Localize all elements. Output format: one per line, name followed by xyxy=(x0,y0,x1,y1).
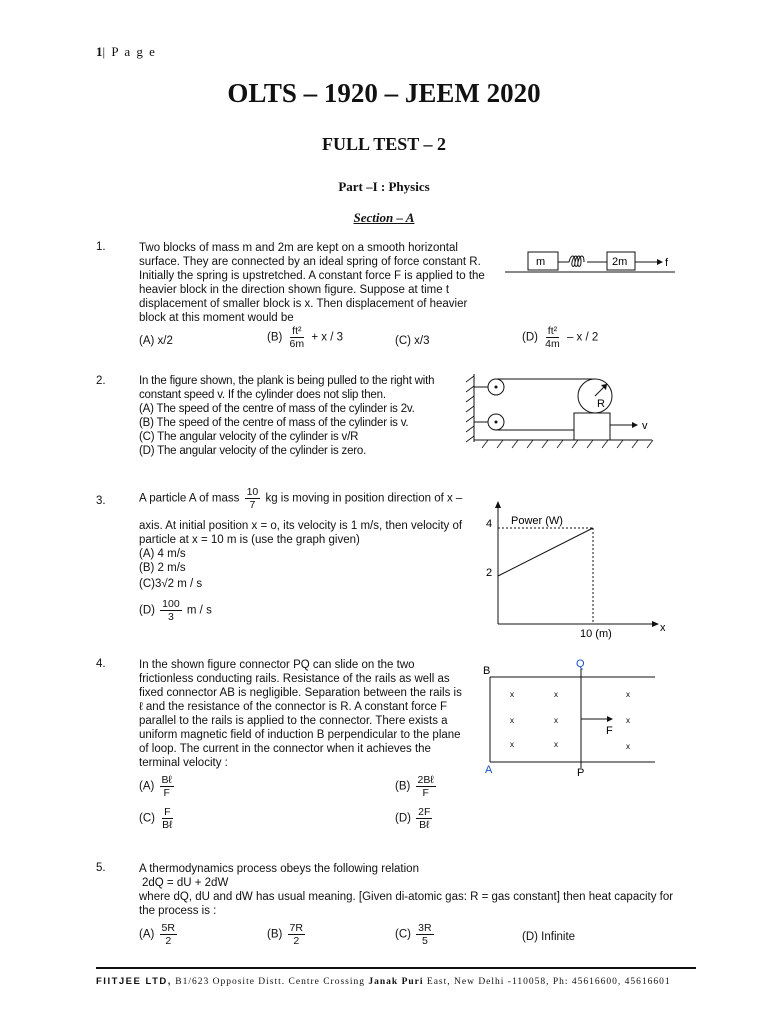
power-graph xyxy=(480,500,675,645)
q3-option-b[interactable]: (B) 2 m/s xyxy=(139,562,186,574)
spring-blocks-diagram xyxy=(505,248,680,278)
question-4-text: In the shown figure connector PQ can slide on the two frictionless conducting rails. Resistance of the rails as well as fixed connector AB is negligible. Separation between the rails is ℓ and the resistance of the connector is R. A constant force F parallel to the rails is applied to the connector. There exists a uniform magnetic field of induction B perpendicular to the plane of loop. The current in the connector when it achieves the terminal velocity : xyxy=(139,659,462,769)
force-label: f xyxy=(665,257,669,269)
q2-option-d[interactable]: (D) The angular velocity of the cylinder is zero. xyxy=(139,445,367,457)
q3-option-d[interactable]: (D) $\frac{100}{3}$ m / s xyxy=(139,598,212,623)
q1-option-b[interactable]: (B) $\frac{\text{ft²}}{6m}$ + x / 3 xyxy=(267,325,343,350)
q2-option-a[interactable]: (A) The speed of the centre of mass of the cylinder is 2v. xyxy=(139,403,415,415)
spring-coil xyxy=(569,256,584,267)
force-arrow xyxy=(657,259,663,265)
radius-label: R xyxy=(597,398,605,410)
label-q: Q xyxy=(576,658,585,670)
plank-cylinder-diagram xyxy=(462,372,662,454)
velocity-label: v xyxy=(642,420,648,432)
field-mark: x xyxy=(554,690,558,699)
force-label: F xyxy=(606,725,613,737)
q3-option-c[interactable]: (C)3√2 m / s xyxy=(139,578,203,590)
q4-option-b[interactable]: (B) $\frac{\text{2Bℓ}}{F}$ xyxy=(395,774,434,799)
field-mark: x xyxy=(626,690,630,699)
q5-option-c[interactable]: (C) $\frac{3R}{5}$ xyxy=(395,922,432,947)
label-b: B xyxy=(483,665,491,677)
y-tick-top: 4 xyxy=(486,518,493,530)
velocity-arrow xyxy=(632,422,638,428)
question-3-line-1: A particle A of mass $\frac{10}{7}$ kg is moving in position direction of x – xyxy=(139,486,463,511)
q4-option-a[interactable]: (A) $\frac{\text{Bℓ}}{F}$ xyxy=(139,774,172,799)
field-mark: x xyxy=(554,740,558,749)
block-m-label: m xyxy=(536,256,546,268)
y-axis-label: Power (W) xyxy=(511,515,563,527)
field-mark: x xyxy=(510,740,514,749)
question-2-text: In the figure shown, the plank is being pulled to the right with constant speed v. If the cylinder does not slip then. (A) The speed of the centre of mass of the cylinder is 2v. (B) The speed of the centre of mass of the cylinder is v. (C) The angular velocity of the cylinder is v/R (D) The angular velocity of the cylinder is zero. xyxy=(139,374,469,458)
q1-option-a[interactable]: (A) x/2 xyxy=(139,335,173,347)
block-2m-label: 2m xyxy=(612,256,628,268)
q4-option-c[interactable]: (C) $\frac{F}{\text{Bℓ}}$ xyxy=(139,806,173,831)
question-number: 4. xyxy=(96,658,106,670)
rails-connector-diagram xyxy=(480,655,658,780)
label-a: A xyxy=(485,764,493,776)
field-mark: x xyxy=(510,716,514,725)
q5-option-d[interactable]: (D) Infinite xyxy=(522,931,576,943)
footer-divider xyxy=(96,967,696,969)
q1-option-d[interactable]: (D) $\frac{\text{ft²}}{4m}$ – x / 2 xyxy=(522,325,599,350)
q4-option-d[interactable]: (D) $\frac{2F}{\text{Bℓ}}$ xyxy=(395,806,431,831)
x-tick: 10 (m) xyxy=(580,628,612,640)
question-3-text: axis. At initial position x = o, its velocity is 1 m/s, then velocity of particle at x = 10 m is (use the graph given) (A) 4 m/s (B) 2 m/s xyxy=(139,519,479,575)
plank-block xyxy=(574,413,610,440)
power-series-line xyxy=(498,528,593,576)
force-arrow xyxy=(607,716,613,722)
q5-option-a[interactable]: (A) $\frac{5R}{2}$ xyxy=(139,922,175,947)
q1-option-c[interactable]: (C) x/3 xyxy=(395,335,430,347)
page-title: OLTS – 1920 – JEEM 2020 xyxy=(227,78,541,108)
q2-option-b[interactable]: (B) The speed of the centre of mass of the cylinder is v. xyxy=(139,417,409,429)
question-number: 3. xyxy=(96,495,106,507)
field-mark: x xyxy=(626,716,630,725)
question-1-text: Two blocks of mass m and 2m are kept on a smooth horizontal surface. They are connected by an ideal spring of force constant R. Initially the spring is upstretched. A constant force F is applied to the heavier block in the direction shown figure. Suppose at time t displacement of smaller block is x. Then displacement of heavier block at this moment would be xyxy=(139,242,485,324)
q3-option-a[interactable]: (A) 4 m/s xyxy=(139,548,186,560)
label-p: P xyxy=(577,767,585,779)
question-number: 5. xyxy=(96,862,106,874)
q5-option-b[interactable]: (B) $\frac{7R}{2}$ xyxy=(267,922,303,947)
section-heading: Section – A xyxy=(353,210,415,225)
field-mark: x xyxy=(510,690,514,699)
question-number: 2. xyxy=(96,375,106,387)
y-tick-mid: 2 xyxy=(486,567,493,579)
part-heading: Part –I : Physics xyxy=(338,179,430,194)
field-mark: x xyxy=(554,716,558,725)
q2-option-c[interactable]: (C) The angular velocity of the cylinder is v/R xyxy=(139,431,359,443)
question-number: 1. xyxy=(96,241,106,253)
question-5-text: A thermodynamics process obeys the following relation 2dQ = dU + 2dW where dQ, dU and dW has usual meaning. [Given di-atomic gas: R = gas constant] then heat capacity for the process is : xyxy=(139,863,674,917)
field-mark: x xyxy=(626,742,630,751)
x-axis-label: x xyxy=(660,622,666,634)
footer-address: FIITJEE LTD, B1/623 Opposite Distt. Centre Crossing Janak Puri East, New Delhi -110058, Ph: 45616600, 45616601 xyxy=(96,976,671,987)
test-subtitle: FULL TEST – 2 xyxy=(322,134,446,154)
page-number: 1| P a g e xyxy=(96,44,157,59)
